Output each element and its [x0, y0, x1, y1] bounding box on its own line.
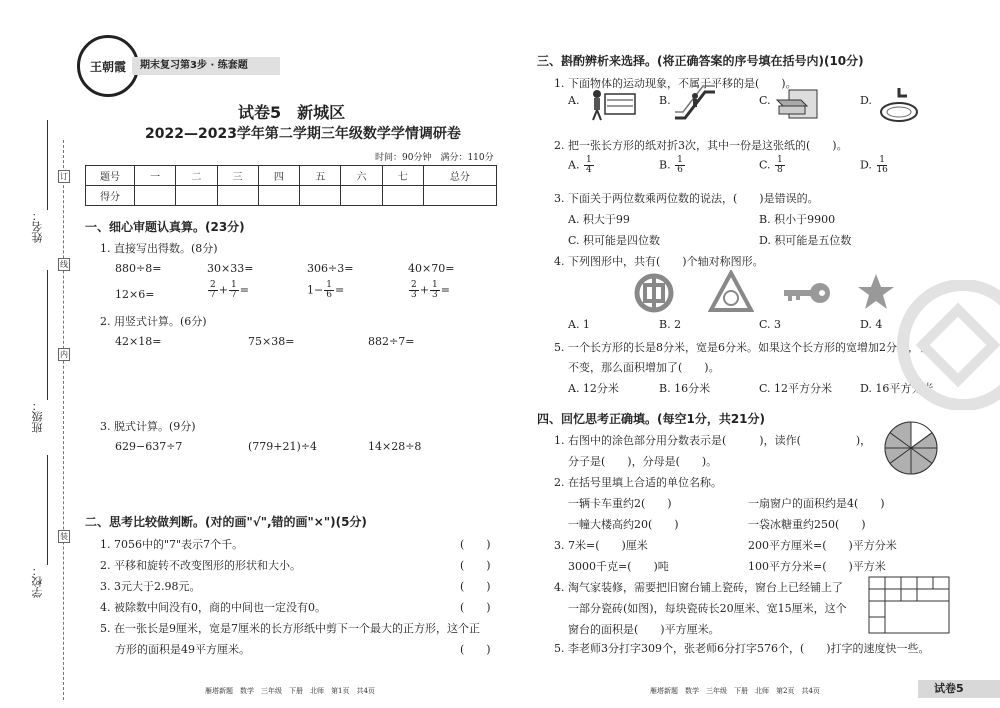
option-item: A. 1: [568, 318, 590, 331]
judge-item: 3. 3元大于2.98元。: [100, 580, 201, 593]
option-fraction: C. $\frac{1}{8}$: [759, 155, 783, 175]
option-item: C. 3: [759, 318, 782, 331]
s3-q4-text: 4. 下列图形中，共有( )个轴对称图形。: [554, 255, 764, 268]
s4-q1-line1: 1. 右图中的涂色部分用分数表示是( )，读作( )，: [554, 434, 872, 447]
calc-item-fraction: $\frac{2}{7}$ + $\frac{1}{7}$ =: [210, 280, 249, 300]
judge-item: 2. 平移和旋转不改变图形的形状和大小。: [100, 559, 301, 572]
seal-watermark: [893, 280, 1000, 410]
unit-item: 一幢大楼高约20( ): [568, 518, 679, 531]
fraction: $\frac{1}{4}$: [585, 155, 592, 175]
score-row-label: 得分: [86, 186, 135, 206]
option-label: A.: [568, 94, 580, 107]
option-item: A. 积大于99: [568, 213, 630, 226]
paper-subtitle: 2022—2023学年第二学期三年级数学学情调研卷: [145, 126, 461, 142]
binding-mark: 线: [60, 260, 68, 269]
drawer-icon: [775, 86, 819, 122]
score-cell[interactable]: [300, 186, 341, 206]
s4-q1-line2: 分子是( )，分母是( )。: [568, 455, 718, 468]
answer-paren[interactable]: ( ): [460, 580, 491, 593]
score-header-cell: 七: [382, 166, 423, 186]
binding-mark: 内: [60, 350, 68, 359]
score-table: [85, 165, 497, 206]
vertical-calc-item: 42×18=: [115, 335, 162, 348]
footer-right: 雁塔新题 数学 三年级 下册 北师 第2页 共4页: [650, 687, 820, 695]
s3-q2-text: 2. 把一张长方形的纸对折3次，其中一份是这张纸的( )。: [554, 139, 848, 152]
binding-mark: 装: [60, 532, 68, 541]
brand-name: 王朝霞: [89, 59, 126, 74]
score-cell[interactable]: [176, 186, 217, 206]
name-label: 姓名：: [31, 210, 44, 243]
binding-mark: 订: [60, 172, 68, 181]
section4-title: 四、回忆思考正确填。(每空1分，共21分): [537, 412, 766, 426]
answer-paren[interactable]: ( ): [460, 601, 491, 614]
tile-windowsill-figure: [868, 576, 950, 634]
s3-q3-text: 3. 下面关于两位数乘两位数的说法，( )是错误的。: [554, 192, 819, 205]
judge-item: 1. 7056中的"7"表示7个千。: [100, 538, 244, 551]
option-item: C. 12平方分米: [759, 382, 833, 395]
s1-q1-label: 1. 直接写出得数。(8分): [100, 242, 218, 255]
option-item: A. 12分米: [568, 382, 619, 395]
s4-q4-line3: 窗台的面积是( )平方厘米。: [568, 623, 720, 636]
option-label: D.: [860, 94, 872, 107]
calc-item-fraction: 1− $\frac{1}{6}$ =: [307, 280, 345, 300]
fraction: $\frac{2}{3}$: [411, 280, 417, 300]
option-item: B. 16分米: [659, 382, 711, 395]
s4-q4-line1: 4. 淘气家装修，需要把旧窗台铺上瓷砖，窗台上已经铺上了: [554, 581, 843, 594]
score-cell[interactable]: [135, 186, 176, 206]
option-item: D. 4: [860, 318, 883, 331]
option-label: B.: [659, 94, 671, 107]
option-item: C. 积可能是四位数: [568, 234, 661, 247]
brand-logo: [77, 35, 139, 97]
calc-item: 30×33=: [207, 262, 254, 275]
score-cell[interactable]: [217, 186, 258, 206]
mixed-calc-item: (779+21)÷4: [248, 440, 318, 453]
score-header-row: [86, 166, 497, 186]
score-cell[interactable]: [423, 186, 496, 206]
option-item: D. 16平方分米: [860, 382, 934, 395]
option-fraction: B. $\frac{1}{6}$: [659, 155, 683, 175]
conversion-item: 100平方分米=( )平方米: [748, 560, 886, 573]
paper-tag-label: 试卷5: [934, 682, 964, 695]
conversion-item: 3. 7米=( )厘米: [554, 539, 648, 552]
class-label: 班级：: [31, 400, 44, 433]
judge-item: 4. 被除数中间没有0，商的中间也一定没有0。: [100, 601, 326, 614]
fraction: $\frac{1}{7}$: [230, 280, 237, 300]
s4-q5-text: 5. 李老师3分打字309个，张老师6分打字576个，( )打字的速度快一些。: [554, 642, 930, 655]
option-fraction: A. $\frac{1}{4}$: [568, 155, 592, 175]
score-header-cell: 二: [176, 166, 217, 186]
school-underline: [47, 455, 48, 565]
score-cell[interactable]: [258, 186, 299, 206]
judge-item: 5. 在一张长是9厘米，宽是7厘米的长方形纸中剪下一个最大的正方形，这个正: [100, 622, 480, 635]
section1-title: 一、细心审题认真算。(23分): [85, 220, 245, 234]
star-icon: [856, 272, 896, 312]
bank-logo-icon: [633, 272, 675, 314]
option-label: C.: [759, 94, 771, 107]
option-item: D. 积可能是五位数: [759, 234, 852, 247]
school-label: 学校：: [31, 565, 44, 598]
name-underline: [47, 120, 48, 210]
s1-q2-label: 2. 用竖式计算。(6分): [100, 315, 207, 328]
paper-title: 试卷5 新城区: [238, 103, 346, 122]
score-header-cell: 一: [135, 166, 176, 186]
calc-item: 880÷8=: [115, 262, 162, 275]
s4-q2-text: 2. 在括号里填上合适的单位名称。: [554, 476, 722, 489]
score-header-cell: 五: [300, 166, 341, 186]
calc-item: 306÷3=: [307, 262, 354, 275]
calc-item: 12×6=: [115, 288, 155, 301]
unit-item: 一袋冰糖重约250( ): [748, 518, 866, 531]
fraction: $\frac{1}{3}$: [431, 280, 438, 300]
conversion-item: 3000千克=( )吨: [568, 560, 669, 573]
score-header-cell: 三: [217, 166, 258, 186]
shaded-circle-figure: [883, 420, 939, 476]
fraction: $\frac{1}{8}$: [777, 155, 783, 175]
series-label: 期末复习第3步 · 练套题: [140, 60, 248, 71]
section2-title: 二、思考比较做判断。(对的画"√",错的画"×")(5分): [85, 515, 367, 529]
score-header-cell: 六: [341, 166, 382, 186]
faucet-sink-icon: [877, 86, 921, 124]
recycle-triangle-icon: [708, 270, 754, 314]
s3-q1-text: 1. 下面物体的运动现象，不属于平移的是( )。: [554, 77, 797, 90]
s4-q4-line2: 一部分瓷砖(如图)，每块瓷砖长20厘米、宽15厘米，这个: [568, 602, 847, 615]
option-item: B. 2: [659, 318, 682, 331]
footer-left: 雁塔新题 数学 三年级 下册 北师 第1页 共4页: [205, 687, 375, 695]
s1-q3-label: 3. 脱式计算。(9分): [100, 420, 196, 433]
escalator-icon: [673, 84, 717, 122]
answer-paren[interactable]: ( ): [460, 559, 491, 572]
moving-drawer-icon: [585, 86, 639, 122]
fraction: $\frac{1}{6}$: [326, 280, 332, 300]
score-header-cell: 四: [258, 166, 299, 186]
vertical-calc-item: 75×38=: [248, 335, 295, 348]
fraction: $\frac{2}{7}$: [210, 280, 216, 300]
score-cell[interactable]: [341, 186, 382, 206]
class-underline: [47, 270, 48, 400]
section3-title: 三、斟酌辨析来选择。(将正确答案的序号填在括号内)(10分): [537, 54, 864, 68]
time-info: 时间：90分钟 满分：110分: [375, 153, 494, 163]
fraction: $\frac{1}{16}$: [876, 155, 888, 175]
answer-paren[interactable]: ( ): [460, 538, 491, 551]
score-row: [86, 186, 497, 206]
calc-item-fraction: $\frac{2}{3}$ + $\frac{1}{3}$ =: [411, 280, 450, 300]
unit-item: 一辆卡车重约2( ): [568, 497, 672, 510]
fraction: $\frac{1}{6}$: [677, 155, 683, 175]
mixed-calc-item: 14×28÷8: [368, 440, 422, 453]
series-banner: [132, 57, 280, 75]
option-item: B. 积小于9900: [759, 213, 836, 226]
unit-item: 一扇窗户的面积约是4( ): [748, 497, 885, 510]
judge-item: 方形的面积是49平方厘米。: [115, 643, 250, 656]
binding-line: [63, 140, 64, 700]
answer-paren[interactable]: ( ): [460, 643, 491, 656]
s3-q5-text: 5. 一个长方形的长是8分米，宽是6分米。如果这个长方形的宽增加2分米，长: [554, 341, 930, 354]
calc-item: 40×70=: [408, 262, 455, 275]
score-header-cell: 题号: [86, 166, 135, 186]
paper-tag: [918, 680, 1000, 698]
conversion-item: 200平方厘米=( )平方分米: [748, 539, 897, 552]
mixed-calc-item: 629−637÷7: [115, 440, 183, 453]
score-cell[interactable]: [382, 186, 423, 206]
key-icon: [782, 280, 832, 306]
vertical-calc-item: 882÷7=: [368, 335, 415, 348]
option-fraction: D. $\frac{1}{16}$: [860, 155, 888, 175]
score-header-cell: 总分: [423, 166, 496, 186]
s3-q5-text2: 不变，那么面积增加了( )。: [568, 361, 720, 374]
